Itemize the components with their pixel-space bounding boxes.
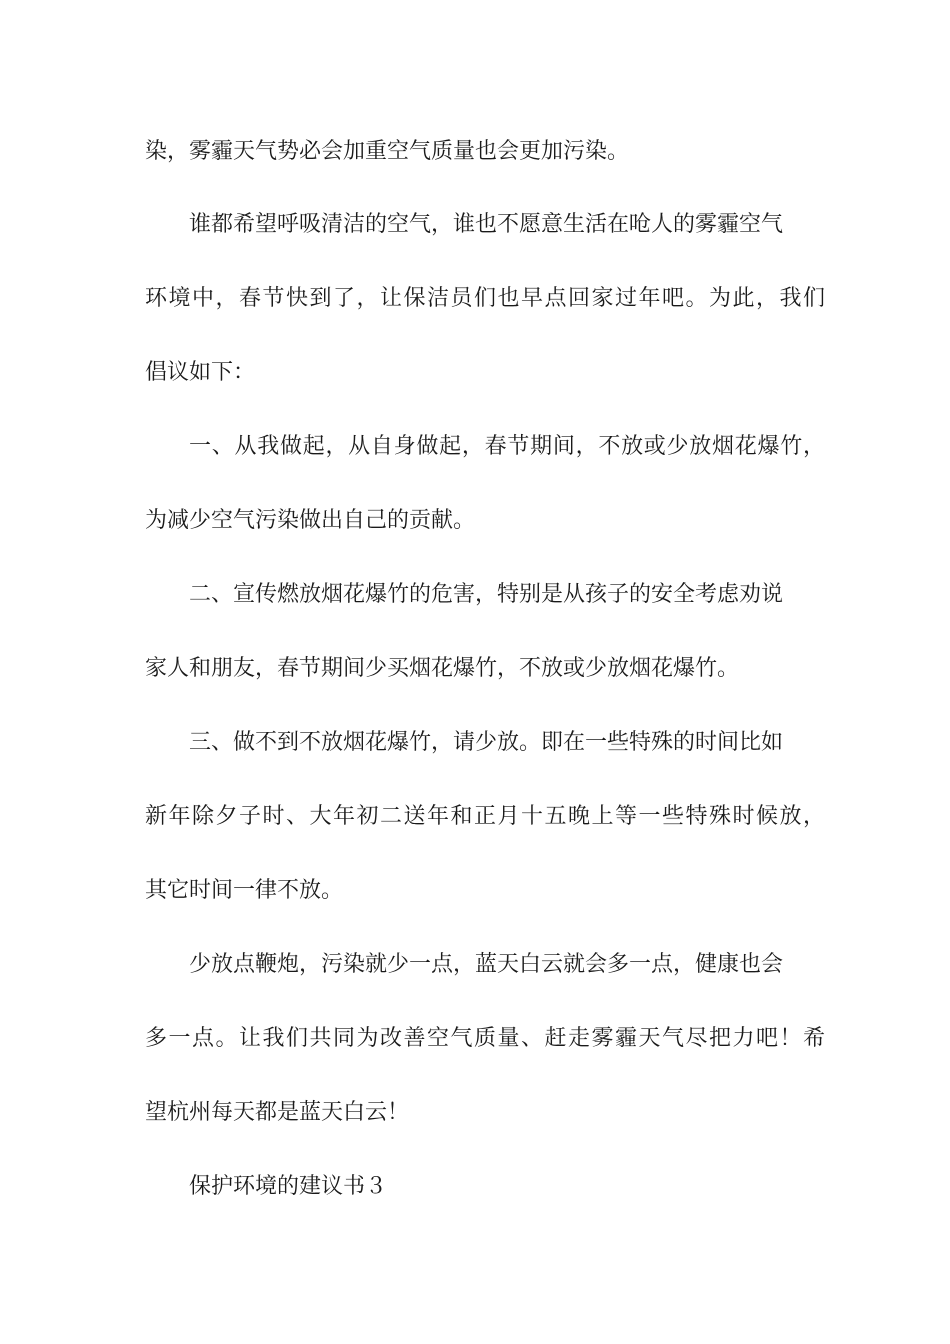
text-line: 多一点。让我们共同为改善空气质量、赶走雾霾天气尽把力吧！希 xyxy=(145,1026,825,1051)
text-line: 谁都希望呼吸清洁的空气，谁也不愿意生活在呛人的雾霾空气 xyxy=(189,212,784,237)
text-line: 三、做不到不放烟花爆竹，请少放。即在一些特殊的时间比如 xyxy=(189,730,784,755)
section-heading: 保护环境的建议书３ xyxy=(189,1174,388,1199)
text-line: 家人和朋友，春节期间少买烟花爆竹，不放或少放烟花爆竹。 xyxy=(145,656,740,681)
text-line: 倡议如下： xyxy=(145,360,256,385)
text-line: 染，雾霾天气势必会加重空气质量也会更加污染。 xyxy=(145,139,630,164)
text-line: 新年除夕子时、大年初二送年和正月十五晚上等一些特殊时候放， xyxy=(145,804,825,829)
text-line: 为减少空气污染做出自己的贡献。 xyxy=(145,508,476,533)
text-line: 其它时间一律不放。 xyxy=(145,878,344,903)
text-line: 望杭州每天都是蓝天白云！ xyxy=(145,1100,410,1125)
text-line: 环境中，春节快到了，让保洁员们也早点回家过年吧。为此，我们 xyxy=(145,286,825,311)
text-line: 少放点鞭炮，污染就少一点，蓝天白云就会多一点，健康也会 xyxy=(189,952,784,977)
text-line: 二、宣传燃放烟花爆竹的危害，特别是从孩子的安全考虑劝说 xyxy=(189,582,784,607)
text-line: 一、从我做起，从自身做起，春节期间，不放或少放烟花爆竹， xyxy=(189,434,825,459)
